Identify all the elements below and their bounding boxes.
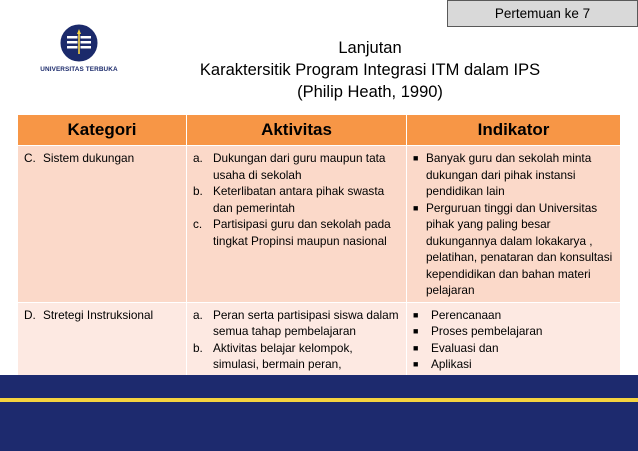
logo-text: UNIVERSITAS TERBUKA xyxy=(40,66,118,73)
category-label: Stretegi Instruksional xyxy=(43,307,154,322)
footer-band xyxy=(0,375,638,451)
list-item: ■ Proses pembelajaran xyxy=(413,324,543,338)
activities-cell xyxy=(187,146,407,303)
characteristics-table xyxy=(17,114,621,407)
bullet-icon: ■ xyxy=(413,359,419,369)
universitas-terbuka-emblem-icon xyxy=(58,22,100,64)
list-item: ■ Perencanaan xyxy=(413,307,502,322)
category-marker: C. xyxy=(24,151,36,165)
meeting-badge: Pertemuan ke 7 xyxy=(447,0,638,27)
list-item: ■ Perguruan tinggi dan Universitas pihak yang paling besar dukungannya dalam lokakarya , pelatihan, penataran dan konsultasi kependidikan dan bahan materi pelajaran xyxy=(413,200,613,297)
category-cell xyxy=(18,146,187,303)
header-aktivitas: Aktivitas xyxy=(187,115,407,146)
list-item: ■ Evaluasi dan xyxy=(413,340,499,355)
bullet-icon: ■ xyxy=(413,326,419,336)
bullet-icon: ■ xyxy=(413,342,419,353)
list-item: a. Dukungan dari guru maupun tata usaha di sekolah xyxy=(193,151,386,182)
list-item: ■ Aplikasi xyxy=(413,357,472,371)
title-line-2: Karaktersitik Program Integrasi ITM dalam IPS xyxy=(199,61,541,79)
list-item: a. Peran serta partisipasi siswa dalam semua tahap pembelajaran xyxy=(193,307,399,338)
slide-title xyxy=(150,37,590,103)
list-item: c. Partisipasi guru dan sekolah pada tingkat Propinsi maupun nasional xyxy=(193,217,391,248)
footer-accent-stripe xyxy=(0,398,638,402)
table-header-row xyxy=(18,115,621,146)
title-line-1: Lanjutan xyxy=(338,39,402,57)
bullet-icon: ■ xyxy=(413,309,419,320)
list-item: b. Keterlibatan antara pihak swasta dan pemerintah xyxy=(193,184,385,215)
table-row xyxy=(18,146,621,303)
header-indikator: Indikator xyxy=(407,115,621,146)
category-marker: D. xyxy=(24,307,36,322)
bullet-icon: ■ xyxy=(413,153,419,163)
indicators-cell xyxy=(407,146,621,303)
list-item: b. Aktivitas belajar kelompok, simulasi, bermain peran, xyxy=(193,340,353,371)
header-kategori: Kategori xyxy=(18,115,187,146)
list-item: ■ Banyak guru dan sekolah minta dukungan dari pihak instansi pendidikan lain xyxy=(413,151,592,198)
category-label: Sistem dukungan xyxy=(43,151,135,165)
university-logo xyxy=(40,22,118,73)
bullet-icon: ■ xyxy=(413,202,419,213)
title-line-3: (Philip Heath, 1990) xyxy=(297,83,443,101)
